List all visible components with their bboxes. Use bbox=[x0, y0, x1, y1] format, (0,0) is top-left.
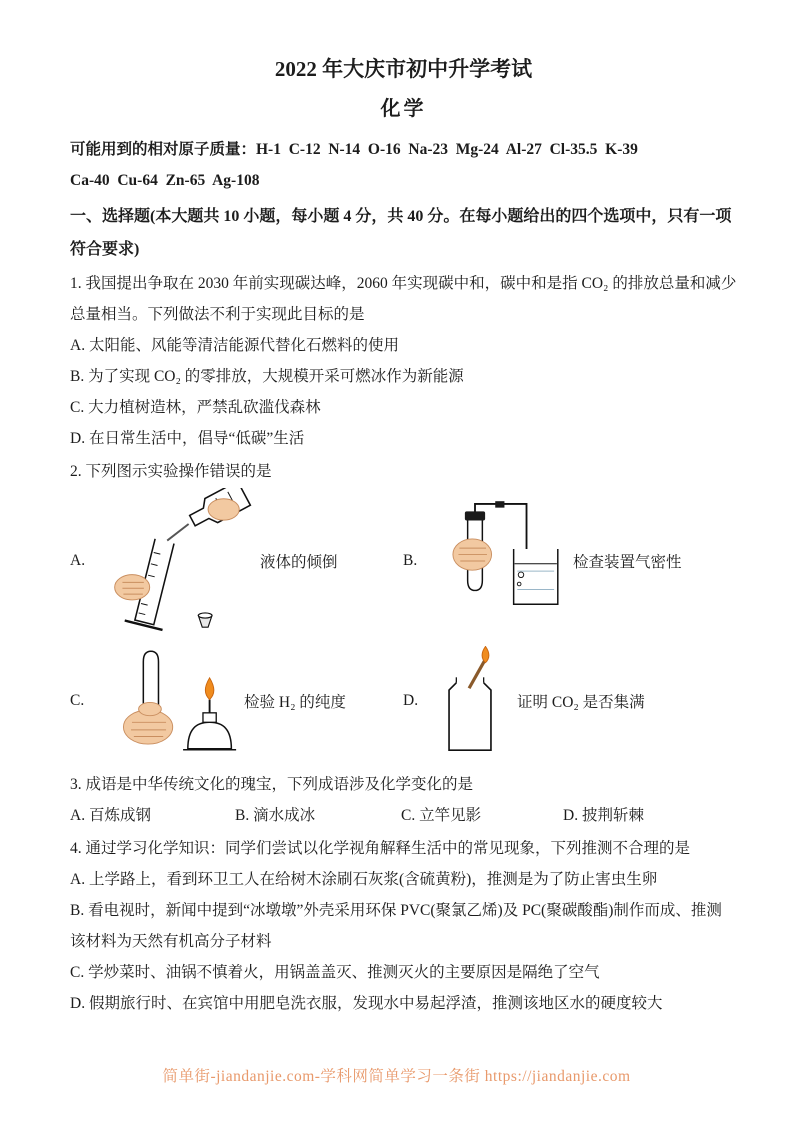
flame-icon bbox=[482, 646, 489, 662]
watermark-footer: 简单街-jiandanjie.com-学科网简单学习一条街 https://jiandanjie.com bbox=[162, 1068, 631, 1085]
question-2-stem: 2. 下列图示实验操作错误的是 bbox=[70, 463, 272, 480]
question-4-option-a: A. 上学路上，看到环卫工人在给树木涂刷石灰浆(含硫黄粉)，推测是为了防止害虫生卵 bbox=[70, 871, 658, 888]
figure-d-caption: 证明 CO₂ 是否集满 bbox=[517, 694, 645, 711]
tube-connector-icon bbox=[495, 501, 504, 507]
section-1-heading: 一、选择题(本大题共 10 小题，每小题 4 分，共 40 分。在每小题给出的四个选项中，只有一项符合要求) bbox=[70, 208, 732, 258]
question-1-option-a: A. 太阳能、风能等清洁能源代替化石燃料的使用 bbox=[70, 337, 399, 354]
question-3-option-a: A. 百炼成钢 bbox=[70, 807, 151, 824]
figure-cell-a bbox=[70, 488, 403, 634]
alcohol-lamp-icon bbox=[183, 678, 236, 750]
hand-icon bbox=[115, 575, 150, 600]
bottle-stopper-icon bbox=[198, 613, 212, 627]
figure-cell-b bbox=[403, 501, 736, 621]
co2-full-test-figure bbox=[429, 646, 511, 756]
figure-b-label: B. bbox=[403, 552, 418, 569]
figure-row-1 bbox=[70, 487, 737, 635]
question-1-option-d: D. 在日常生活中，倡导“低碳”生活 bbox=[70, 430, 305, 447]
liquid-stream-icon bbox=[167, 524, 188, 541]
question-3-option-c: C. 立竿见影 bbox=[401, 807, 482, 824]
hand-icon bbox=[123, 702, 172, 744]
flame-icon bbox=[205, 678, 214, 700]
figure-d-label: D. bbox=[403, 692, 419, 709]
question-3-option-d: D. 披荆斩棘 bbox=[563, 807, 644, 824]
h2-purity-test-figure bbox=[96, 646, 238, 756]
figure-a-caption: 液体的倾倒 bbox=[260, 554, 338, 571]
question-1-option-b: B. 为了实现 CO₂ 的零排放，大规模开采可燃冰作为新能源 bbox=[70, 368, 464, 385]
atomic-mass-line-2: Ca-40 Cu-64 Zn-65 Ag-108 bbox=[70, 172, 260, 189]
question-4-stem: 4. 通过学习化学知识：同学们尝试以化学视角解释生活中的常见现象，下列推测不合理的是 bbox=[70, 840, 691, 857]
figure-cell-d bbox=[403, 646, 736, 756]
figure-a-label: A. bbox=[70, 552, 86, 569]
question-3-options bbox=[70, 800, 737, 831]
figure-c-label: C. bbox=[70, 692, 85, 709]
liquid-pouring-figure bbox=[96, 488, 254, 634]
exam-title: 2022 年大庆市初中升学考试 bbox=[274, 57, 533, 81]
question-1-option-c: C. 大力植树造林，严禁乱砍滥伐森林 bbox=[70, 399, 321, 416]
question-3-option-b: B. 滴水成冰 bbox=[235, 807, 316, 824]
question-4-option-d: D. 假期旅行时、在宾馆中用肥皂洗衣服，发现水中易起浮渣，推测该地区水的硬度较大 bbox=[70, 995, 663, 1012]
question-1-stem: 1. 我国提出争取在 2030 年前实现碳达峰，2060 年实现碳中和，碳中和是指 CO₂ 的排放总量和减少总量相当。下列做法不利于实现此目标的是 bbox=[70, 275, 737, 323]
figure-c-caption: 检验 H₂ 的纯度 bbox=[244, 694, 346, 711]
test-tube-icon bbox=[143, 651, 158, 709]
atomic-mass-line-1: 可能用到的相对原子质量：H-1 C-12 N-14 O-16 Na-23 Mg-24 Al-27 Cl-35.5 K-39 bbox=[70, 141, 638, 158]
hand-icon bbox=[208, 499, 239, 520]
hand-icon bbox=[453, 539, 492, 570]
question-3-stem: 3. 成语是中华传统文化的瑰宝，下列成语涉及化学变化的是 bbox=[70, 776, 474, 793]
question-4-option-c: C. 学炒菜时、油锅不慎着火，用锅盖盖灭、推测灭火的主要原因是隔绝了空气 bbox=[70, 964, 600, 981]
figure-cell-c bbox=[70, 646, 403, 756]
gas-bottle-icon bbox=[449, 683, 491, 750]
subject-title: 化学 bbox=[380, 98, 427, 120]
beaker-icon bbox=[514, 549, 558, 604]
burning-splint-icon bbox=[469, 646, 489, 688]
figure-row-2 bbox=[70, 635, 737, 767]
question-4-option-b: B. 看电视时，新闻中提到“冰墩墩”外壳采用环保 PVC(聚氯乙烯)及 PC(聚碳酸酯)制作而成、推测该材料为天然有机高分子材料 bbox=[70, 902, 722, 950]
airtightness-check-figure bbox=[429, 501, 567, 621]
figure-b-caption: 检查装置气密性 bbox=[573, 554, 682, 571]
